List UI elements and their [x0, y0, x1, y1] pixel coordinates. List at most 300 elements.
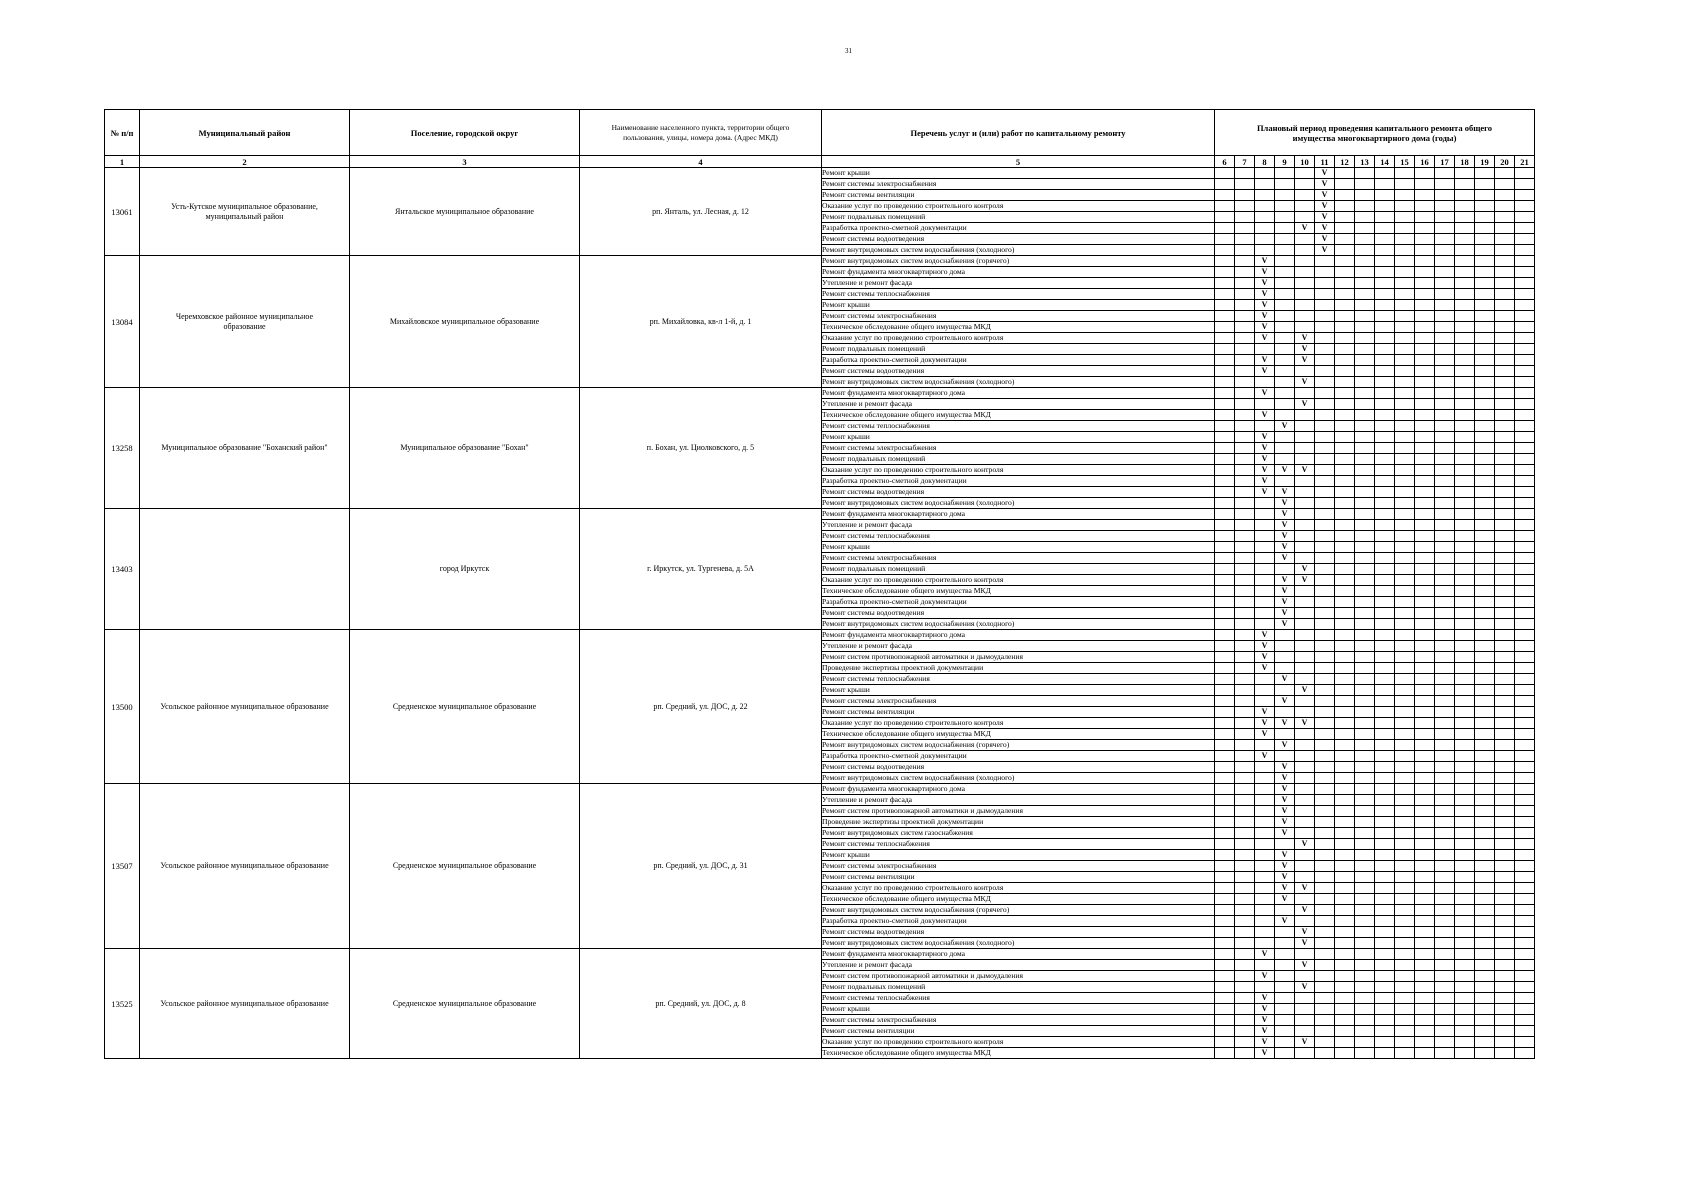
year-cell-19: [1475, 630, 1495, 641]
year-cell-7: [1235, 190, 1255, 201]
year-cell-15: [1395, 883, 1415, 894]
year-cell-16: [1415, 619, 1435, 630]
year-cell-17: [1435, 520, 1455, 531]
year-cell-12: [1335, 553, 1355, 564]
year-cell-17: [1435, 1015, 1455, 1026]
year-cell-6: [1215, 432, 1235, 443]
year-cell-18: [1455, 564, 1475, 575]
year-cell-6: [1215, 289, 1235, 300]
year-cell-12: [1335, 344, 1355, 355]
year-cell-7: [1235, 916, 1255, 927]
year-cell-16: [1415, 762, 1435, 773]
year-cell-20: [1495, 234, 1515, 245]
year-cell-14: [1375, 795, 1395, 806]
year-cell-8: [1255, 982, 1275, 993]
year-cell-20: [1495, 245, 1515, 256]
year-cell-6: [1215, 234, 1235, 245]
year-cell-19: [1475, 1048, 1495, 1059]
year-cell-8: [1255, 872, 1275, 883]
year-cell-16: [1415, 542, 1435, 553]
address-cell: г. Иркутск, ул. Тургенева, д. 5А: [580, 509, 822, 630]
year-cell-16: [1415, 201, 1435, 212]
year-cell-11: [1315, 828, 1335, 839]
year-cell-8: V: [1255, 256, 1275, 267]
year-cell-7: [1235, 729, 1255, 740]
year-cell-20: [1495, 971, 1515, 982]
year-cell-12: [1335, 531, 1355, 542]
year-cell-18: [1455, 278, 1475, 289]
year-cell-17: [1435, 1026, 1455, 1037]
work-item: Ремонт фундамента многоквартирного дома: [822, 630, 1215, 641]
year-cell-9: [1275, 289, 1295, 300]
year-cell-13: [1355, 520, 1375, 531]
page-number: 31: [845, 47, 852, 55]
year-cell-21: [1515, 553, 1535, 564]
year-cell-19: [1475, 872, 1495, 883]
work-item: Ремонт подвальных помещений: [822, 564, 1215, 575]
year-cell-21: [1515, 531, 1535, 542]
year-cell-20: [1495, 773, 1515, 784]
year-cell-6: [1215, 355, 1235, 366]
settlement-cell: Михайловское муниципальное образование: [350, 256, 580, 388]
year-cell-17: [1435, 377, 1455, 388]
year-cell-8: [1255, 938, 1275, 949]
year-cell-9: [1275, 432, 1295, 443]
year-cell-14: [1375, 421, 1395, 432]
year-cell-8: [1255, 861, 1275, 872]
year-cell-21: [1515, 916, 1535, 927]
year-cell-15: [1395, 608, 1415, 619]
year-cell-20: [1495, 784, 1515, 795]
year-cell-21: [1515, 1037, 1535, 1048]
year-cell-15: [1395, 322, 1415, 333]
year-cell-6: [1215, 465, 1235, 476]
year-cell-11: [1315, 564, 1335, 575]
year-cell-6: [1215, 729, 1235, 740]
year-cell-14: [1375, 608, 1395, 619]
year-cell-13: [1355, 553, 1375, 564]
header-row: [105, 110, 1535, 156]
year-cell-9: V: [1275, 773, 1295, 784]
year-cell-20: [1495, 344, 1515, 355]
year-cell-15: [1395, 179, 1415, 190]
year-cell-21: [1515, 344, 1535, 355]
year-cell-20: [1495, 586, 1515, 597]
year-cell-9: V: [1275, 575, 1295, 586]
year-cell-19: [1475, 861, 1495, 872]
year-cell-11: [1315, 619, 1335, 630]
year-cell-20: [1495, 828, 1515, 839]
year-cell-11: [1315, 608, 1335, 619]
year-cell-18: [1455, 256, 1475, 267]
year-cell-11: [1315, 487, 1335, 498]
year-cell-19: [1475, 674, 1495, 685]
year-cell-12: [1335, 476, 1355, 487]
year-cell-19: [1475, 1026, 1495, 1037]
year-cell-7: [1235, 784, 1255, 795]
year-cell-6: [1215, 256, 1235, 267]
year-cell-16: [1415, 872, 1435, 883]
year-cell-18: [1455, 575, 1475, 586]
year-cell-18: [1455, 861, 1475, 872]
year-cell-10: [1295, 971, 1315, 982]
year-cell-15: [1395, 201, 1415, 212]
year-cell-6: [1215, 311, 1235, 322]
year-cell-21: [1515, 179, 1535, 190]
year-cell-11: [1315, 1015, 1335, 1026]
year-cell-13: [1355, 971, 1375, 982]
year-cell-17: [1435, 850, 1455, 861]
work-item: Ремонт внутридомовых систем водоснабжения (холодного): [822, 619, 1215, 630]
year-cell-14: [1375, 817, 1395, 828]
column-number-row: [105, 156, 1535, 168]
year-cell-17: [1435, 729, 1455, 740]
year-cell-14: [1375, 487, 1395, 498]
year-cell-9: V: [1275, 553, 1295, 564]
year-cell-13: [1355, 223, 1375, 234]
year-cell-11: [1315, 322, 1335, 333]
year-cell-8: [1255, 564, 1275, 575]
year-cell-13: [1355, 311, 1375, 322]
year-cell-9: V: [1275, 520, 1295, 531]
year-cell-12: [1335, 234, 1355, 245]
year-cell-6: [1215, 619, 1235, 630]
year-cell-10: [1295, 432, 1315, 443]
work-item: Оказание услуг по проведению строительного контроля: [822, 718, 1215, 729]
year-cell-16: [1415, 971, 1435, 982]
year-cell-6: [1215, 410, 1235, 421]
year-cell-15: [1395, 828, 1415, 839]
year-cell-10: [1295, 388, 1315, 399]
year-cell-21: [1515, 905, 1535, 916]
year-cell-15: [1395, 762, 1415, 773]
work-item: Ремонт системы водоотведения: [822, 762, 1215, 773]
work-item: Ремонт системы водоотведения: [822, 366, 1215, 377]
year-cell-20: [1495, 322, 1515, 333]
year-cell-20: [1495, 531, 1515, 542]
year-cell-6: [1215, 1037, 1235, 1048]
year-cell-14: [1375, 663, 1395, 674]
year-cell-14: [1375, 641, 1395, 652]
year-cell-17: [1435, 212, 1455, 223]
year-cell-8: V: [1255, 718, 1275, 729]
year-cell-9: [1275, 443, 1295, 454]
settlement-cell: Средненское муниципальное образование: [350, 784, 580, 949]
year-cell-15: [1395, 542, 1415, 553]
year-cell-16: [1415, 729, 1435, 740]
year-cell-9: [1275, 1026, 1295, 1037]
year-cell-12: [1335, 806, 1355, 817]
year-cell-8: [1255, 190, 1275, 201]
year-cell-9: V: [1275, 718, 1295, 729]
year-cell-15: [1395, 905, 1415, 916]
year-cell-9: [1275, 256, 1295, 267]
year-cell-16: [1415, 212, 1435, 223]
year-cell-16: [1415, 608, 1435, 619]
year-cell-7: [1235, 388, 1255, 399]
year-cell-9: V: [1275, 784, 1295, 795]
year-cell-21: [1515, 322, 1535, 333]
column-number-12: 12: [1335, 156, 1355, 168]
year-cell-8: V: [1255, 289, 1275, 300]
year-cell-7: [1235, 432, 1255, 443]
year-cell-20: [1495, 553, 1515, 564]
year-cell-10: [1295, 212, 1315, 223]
year-cell-15: [1395, 267, 1415, 278]
work-item: Ремонт внутридомовых систем водоснабжения (холодного): [822, 938, 1215, 949]
year-cell-7: [1235, 509, 1255, 520]
year-cell-8: V: [1255, 267, 1275, 278]
year-cell-10: [1295, 729, 1315, 740]
year-cell-20: [1495, 190, 1515, 201]
year-cell-8: V: [1255, 652, 1275, 663]
year-cell-11: [1315, 366, 1335, 377]
year-cell-20: [1495, 212, 1515, 223]
year-cell-8: [1255, 377, 1275, 388]
year-cell-15: [1395, 971, 1415, 982]
year-cell-12: [1335, 586, 1355, 597]
column-number-18: 18: [1455, 156, 1475, 168]
year-cell-21: [1515, 278, 1535, 289]
year-cell-19: [1475, 1004, 1495, 1015]
year-cell-8: [1255, 498, 1275, 509]
year-cell-12: [1335, 696, 1355, 707]
year-cell-11: [1315, 476, 1335, 487]
year-cell-21: [1515, 487, 1535, 498]
year-cell-20: [1495, 762, 1515, 773]
year-cell-10: [1295, 410, 1315, 421]
year-cell-6: [1215, 564, 1235, 575]
year-cell-19: [1475, 212, 1495, 223]
year-cell-15: [1395, 245, 1415, 256]
year-cell-10: [1295, 740, 1315, 751]
year-cell-19: [1475, 564, 1495, 575]
year-cell-20: [1495, 850, 1515, 861]
year-cell-14: [1375, 201, 1395, 212]
year-cell-8: V: [1255, 729, 1275, 740]
year-cell-8: [1255, 553, 1275, 564]
year-cell-16: [1415, 256, 1435, 267]
year-cell-9: [1275, 245, 1295, 256]
year-cell-10: [1295, 663, 1315, 674]
year-cell-8: [1255, 245, 1275, 256]
year-cell-8: [1255, 916, 1275, 927]
settlement-cell: Янтальское муниципальное образование: [350, 168, 580, 256]
year-cell-6: [1215, 883, 1235, 894]
year-cell-12: [1335, 1048, 1355, 1059]
work-item: Ремонт системы теплоснабжения: [822, 839, 1215, 850]
table-row: [105, 630, 1535, 641]
year-cell-20: [1495, 630, 1515, 641]
year-cell-13: [1355, 718, 1375, 729]
year-cell-10: [1295, 322, 1315, 333]
year-cell-12: [1335, 410, 1355, 421]
year-cell-18: [1455, 476, 1475, 487]
year-cell-7: [1235, 960, 1255, 971]
year-cell-15: [1395, 740, 1415, 751]
year-cell-18: [1455, 630, 1475, 641]
year-cell-9: [1275, 564, 1295, 575]
year-cell-15: [1395, 993, 1415, 1004]
year-cell-16: [1415, 839, 1435, 850]
year-cell-8: V: [1255, 641, 1275, 652]
year-cell-21: [1515, 949, 1535, 960]
year-cell-17: [1435, 828, 1455, 839]
year-cell-21: [1515, 498, 1535, 509]
year-cell-12: [1335, 916, 1355, 927]
year-cell-19: [1475, 850, 1495, 861]
year-cell-13: [1355, 1037, 1375, 1048]
year-cell-17: [1435, 388, 1455, 399]
work-item: Техническое обследование общего имущества МКД: [822, 410, 1215, 421]
year-cell-18: [1455, 1004, 1475, 1015]
work-item: Утепление и ремонт фасада: [822, 960, 1215, 971]
year-cell-17: [1435, 608, 1455, 619]
year-cell-14: [1375, 476, 1395, 487]
year-cell-21: [1515, 685, 1535, 696]
year-cell-7: [1235, 289, 1255, 300]
year-cell-18: [1455, 553, 1475, 564]
year-cell-19: [1475, 1037, 1495, 1048]
year-cell-18: [1455, 718, 1475, 729]
work-item: Ремонт систем противопожарной автоматики и дымоудаления: [822, 652, 1215, 663]
year-cell-10: [1295, 696, 1315, 707]
year-cell-17: [1435, 289, 1455, 300]
year-cell-6: [1215, 531, 1235, 542]
year-cell-6: [1215, 300, 1235, 311]
year-cell-12: [1335, 751, 1355, 762]
year-cell-15: [1395, 960, 1415, 971]
year-cell-12: [1335, 465, 1355, 476]
year-cell-6: [1215, 509, 1235, 520]
year-cell-13: [1355, 740, 1375, 751]
year-cell-13: [1355, 927, 1375, 938]
year-cell-17: [1435, 971, 1455, 982]
year-cell-14: [1375, 223, 1395, 234]
year-cell-9: [1275, 839, 1295, 850]
column-number-2: 2: [140, 156, 350, 168]
year-cell-18: [1455, 982, 1475, 993]
year-cell-15: [1395, 311, 1415, 322]
year-cell-21: [1515, 762, 1535, 773]
year-cell-15: [1395, 487, 1415, 498]
year-cell-19: [1475, 344, 1495, 355]
year-cell-18: [1455, 883, 1475, 894]
year-cell-11: [1315, 597, 1335, 608]
year-cell-7: [1235, 223, 1255, 234]
year-cell-15: [1395, 234, 1415, 245]
work-item: Техническое обследование общего имущества МКД: [822, 322, 1215, 333]
year-cell-21: [1515, 575, 1535, 586]
year-cell-15: [1395, 685, 1415, 696]
year-cell-12: [1335, 960, 1355, 971]
work-item: Разработка проектно-сметной документации: [822, 597, 1215, 608]
year-cell-10: [1295, 751, 1315, 762]
year-cell-8: [1255, 531, 1275, 542]
year-cell-10: [1295, 487, 1315, 498]
year-cell-6: [1215, 190, 1235, 201]
year-cell-18: [1455, 388, 1475, 399]
year-cell-14: [1375, 498, 1395, 509]
year-cell-8: V: [1255, 630, 1275, 641]
year-cell-7: [1235, 696, 1255, 707]
year-cell-19: [1475, 432, 1495, 443]
year-cell-16: [1415, 1015, 1435, 1026]
year-cell-10: [1295, 1015, 1315, 1026]
year-cell-6: [1215, 1004, 1235, 1015]
year-cell-14: [1375, 784, 1395, 795]
year-cell-10: [1295, 949, 1315, 960]
year-cell-10: [1295, 421, 1315, 432]
year-cell-12: [1335, 608, 1355, 619]
year-cell-11: [1315, 707, 1335, 718]
year-cell-10: V: [1295, 883, 1315, 894]
year-cell-15: [1395, 861, 1415, 872]
year-cell-18: [1455, 993, 1475, 1004]
year-cell-11: V: [1315, 245, 1335, 256]
year-cell-17: [1435, 795, 1455, 806]
year-cell-13: [1355, 498, 1375, 509]
year-cell-7: [1235, 564, 1255, 575]
year-cell-7: [1235, 839, 1255, 850]
work-item: Ремонт фундамента многоквартирного дома: [822, 267, 1215, 278]
year-cell-10: V: [1295, 927, 1315, 938]
year-cell-6: [1215, 751, 1235, 762]
year-cell-8: [1255, 542, 1275, 553]
year-cell-10: V: [1295, 377, 1315, 388]
year-cell-19: [1475, 289, 1495, 300]
year-cell-6: [1215, 377, 1235, 388]
year-cell-19: [1475, 685, 1495, 696]
year-cell-19: [1475, 454, 1495, 465]
year-cell-16: [1415, 366, 1435, 377]
year-cell-14: [1375, 355, 1395, 366]
column-number-3: 3: [350, 156, 580, 168]
year-cell-21: [1515, 751, 1535, 762]
work-item: Разработка проектно-сметной документации: [822, 355, 1215, 366]
year-cell-11: [1315, 894, 1335, 905]
year-cell-14: [1375, 542, 1395, 553]
year-cell-10: [1295, 498, 1315, 509]
year-cell-6: [1215, 1048, 1235, 1059]
work-item: Утепление и ремонт фасада: [822, 278, 1215, 289]
year-cell-7: [1235, 905, 1255, 916]
year-cell-14: [1375, 575, 1395, 586]
year-cell-7: [1235, 542, 1255, 553]
year-cell-11: [1315, 652, 1335, 663]
year-cell-19: [1475, 1015, 1495, 1026]
year-cell-8: V: [1255, 333, 1275, 344]
year-cell-12: [1335, 421, 1355, 432]
year-cell-15: [1395, 454, 1415, 465]
year-cell-17: [1435, 927, 1455, 938]
year-cell-10: V: [1295, 718, 1315, 729]
year-cell-16: [1415, 388, 1435, 399]
year-cell-7: [1235, 1004, 1255, 1015]
year-cell-10: [1295, 476, 1315, 487]
year-cell-12: [1335, 685, 1355, 696]
year-cell-16: [1415, 399, 1435, 410]
year-cell-19: [1475, 388, 1495, 399]
year-cell-8: V: [1255, 1026, 1275, 1037]
year-cell-20: [1495, 707, 1515, 718]
year-cell-12: [1335, 179, 1355, 190]
year-cell-17: [1435, 883, 1455, 894]
year-cell-19: [1475, 267, 1495, 278]
year-cell-14: [1375, 509, 1395, 520]
year-cell-15: [1395, 388, 1415, 399]
year-cell-19: [1475, 740, 1495, 751]
